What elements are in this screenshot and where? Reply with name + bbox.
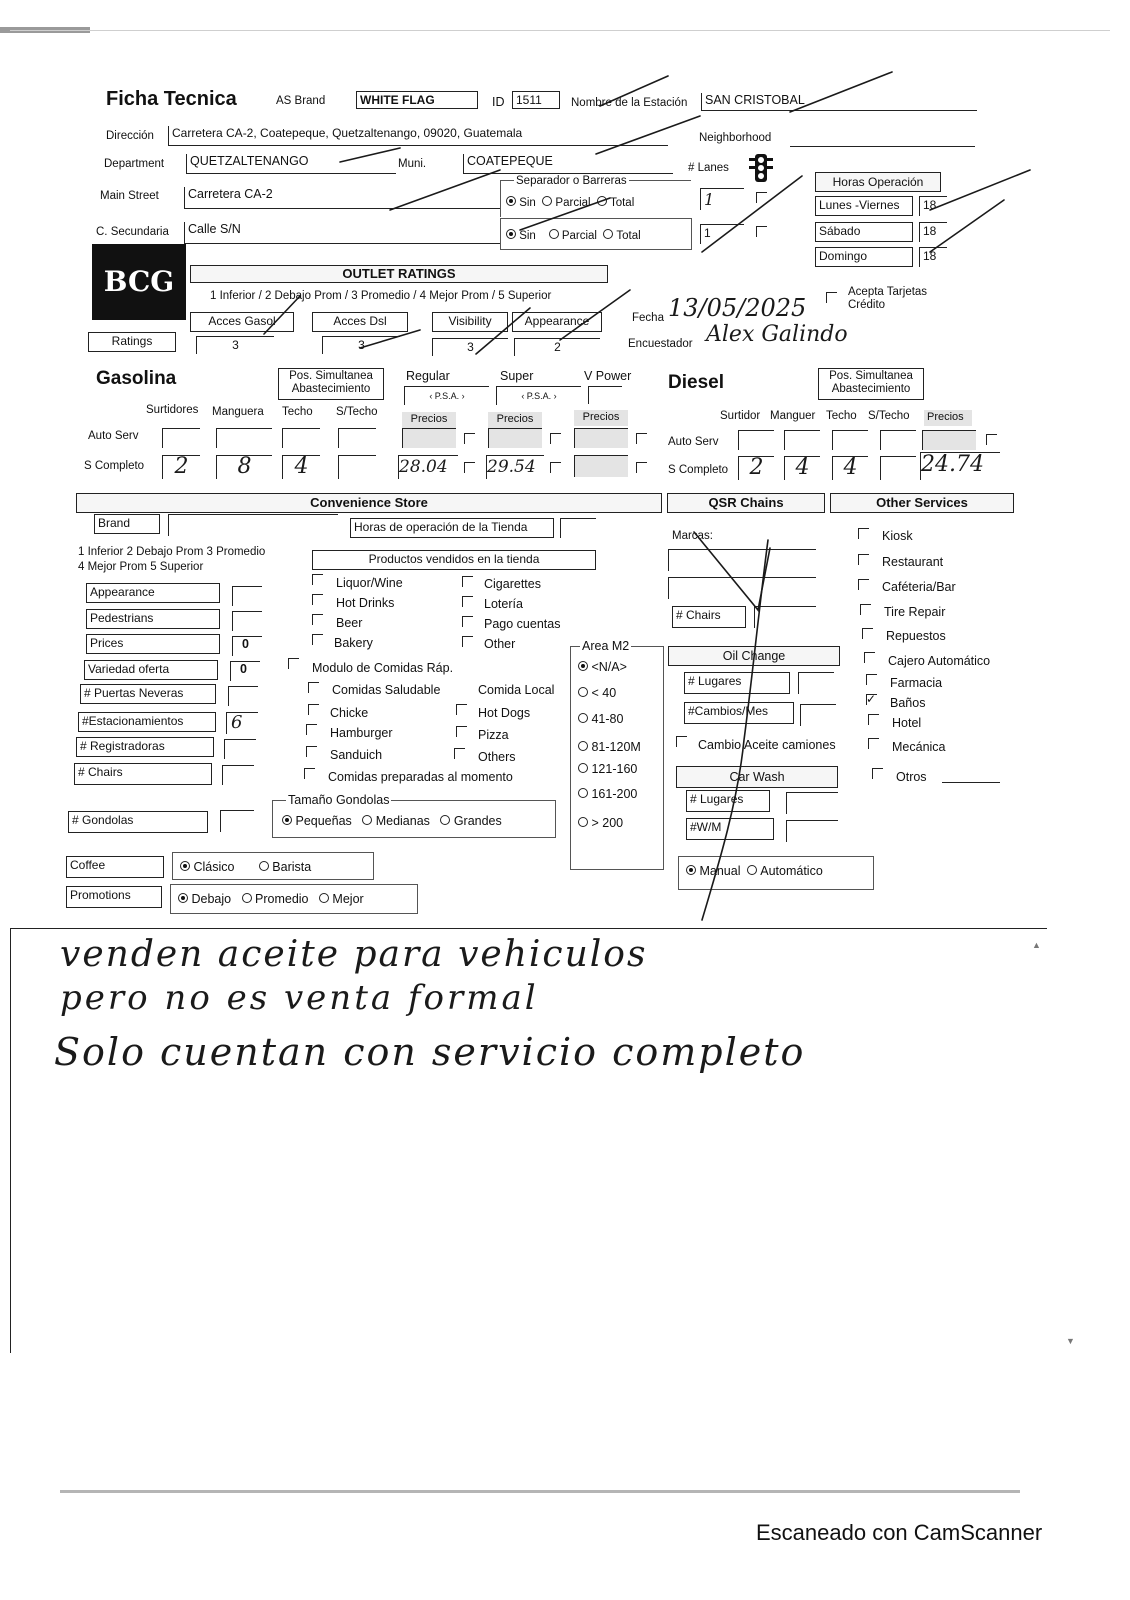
muni-label: Muni. — [398, 158, 427, 170]
cw-lugares-label: # Lugares — [686, 790, 770, 812]
product-cigarettes-label: Cigarettes — [484, 577, 541, 591]
dsl-col-techo: Techo — [826, 410, 857, 422]
dsl-sc-price[interactable]: 24.74 — [920, 452, 1000, 480]
marcas-label: Marcas: — [672, 530, 713, 542]
promo-options: Debajo Promedio Mejor — [178, 892, 364, 906]
diesel-title: Diesel — [668, 372, 724, 393]
cw-wm-label: #W/M — [686, 818, 774, 840]
tarjetas-label: Acepta Tarjetas Crédito — [848, 286, 928, 311]
coffee-options: Clásico Barista — [180, 860, 311, 874]
gas-sc-techo[interactable]: 4 — [282, 455, 320, 479]
product-hotdrinks-label: Hot Drinks — [336, 596, 395, 610]
vpower-label: V Power — [584, 369, 632, 383]
id-label: ID — [492, 95, 505, 109]
lunes-field[interactable]: 18 — [919, 196, 947, 216]
dsl-col-precios: Precios — [924, 410, 972, 426]
ratings-scale: 1 Inferior / 2 Debajo Prom / 3 Promedio / 4 Mejor Prom / 5 Superior — [210, 290, 552, 302]
rating-acces-dsl-value[interactable]: 3 — [322, 336, 400, 354]
as-brand-label: AS Brand — [276, 95, 326, 107]
tamano-options: Pequeñas Medianas Grandes — [282, 814, 502, 828]
notes-line-1: venden aceite para vehiculos — [60, 934, 648, 975]
svc-repuestos-label: Repuestos — [886, 629, 946, 643]
lanes-sec-field[interactable]: 1 — [700, 224, 744, 244]
productos-label: Productos vendidos en la tienda — [312, 550, 596, 570]
station-field[interactable]: SAN CRISTOBAL — [701, 93, 977, 111]
svc-banos-check-mark: ✓ — [866, 692, 877, 706]
attr-prices-value[interactable]: 0 — [232, 636, 262, 656]
svc-kiosk-label: Kiosk — [882, 529, 913, 543]
product-loteria-label: Lotería — [484, 597, 523, 611]
oil-cambios-label: #Cambios/Mes — [684, 702, 794, 724]
tamano-label: Tamaño Gondolas — [288, 793, 390, 807]
main-street-label: Main Street — [100, 190, 159, 202]
super-label: Super — [500, 369, 534, 383]
lanes-main-field[interactable]: 1 — [700, 188, 744, 210]
address-field[interactable]: Carretera CA-2, Coatepeque, Quetzaltenango, 09020, Guatemala — [168, 126, 668, 146]
convenience-store-title: Convenience Store — [76, 493, 662, 513]
attr-puertas: # Puertas Neveras — [80, 684, 216, 704]
gas-sc-super-price[interactable]: 29.54 — [486, 455, 544, 479]
product-bakery-label: Bakery — [334, 636, 373, 650]
attr-registradoras: # Registradoras — [76, 737, 214, 757]
food-others-label: Others — [478, 750, 516, 764]
svc-mecanica-label: Mecánica — [892, 740, 946, 754]
attr-pedestrians: Pedestrians — [86, 609, 220, 629]
attr-variedad-value[interactable]: 0 — [230, 661, 260, 681]
ratings-row-label: Ratings — [88, 332, 176, 352]
camscanner-footer: Escaneado con CamScanner — [756, 1520, 1043, 1545]
dsl-sc-surtidor[interactable]: 2 — [738, 456, 774, 480]
area-label: Area M2 — [582, 639, 630, 653]
food-hotdogs-label: Hot Dogs — [478, 706, 531, 720]
dsl-s-completo-label: S Completo — [668, 464, 729, 476]
product-liquor-label: Liquor/Wine — [336, 576, 403, 590]
notes-scroll-up-icon: ▲ — [1032, 940, 1041, 950]
id-field[interactable]: 1511 — [512, 91, 560, 109]
gas-col-surtidores: Surtidores — [146, 404, 199, 416]
sep-sec-options: Sin Parcial Total — [506, 229, 641, 242]
saludable-label: Comidas Saludable — [332, 683, 441, 697]
area-opt-161-200: 161-200 — [578, 787, 637, 801]
c-secundaria-field[interactable]: Calle S/N — [184, 222, 500, 244]
rating-appearance-value[interactable]: 2 — [514, 338, 600, 356]
scan-bottom-edge — [60, 1490, 1020, 1493]
gasolina-pos-label: Pos. Simultanea Abastecimiento — [278, 368, 384, 400]
svc-cajero-label: Cajero Automático — [888, 654, 991, 668]
dsl-col-stecho: S/Techo — [868, 410, 910, 422]
coffee-label: Coffee — [66, 856, 164, 878]
gondolas-label: # Gondolas — [68, 811, 208, 833]
dsl-sc-techo[interactable]: 4 — [832, 456, 868, 480]
food-chicke-label: Chicke — [330, 706, 369, 720]
precios-regular-label: Precios — [402, 412, 456, 428]
neighborhood-label: Neighborhood — [699, 132, 772, 144]
gas-col-manguera: Manguera — [212, 406, 264, 418]
gas-s-completo-label: S Completo — [84, 460, 145, 472]
svc-hotel-label: Hotel — [892, 716, 922, 730]
cambio-aceite-label: Cambio Aceite camiones — [698, 738, 836, 752]
rating-col-visibility: Visibility — [432, 312, 508, 332]
notes-line-2: pero no es venta formal — [60, 978, 539, 1018]
dsl-auto-serv-label: Auto Serv — [668, 436, 719, 448]
svc-cafeteria-label: Caféteria/Bar — [882, 580, 956, 594]
promotions-label: Promotions — [66, 886, 162, 908]
oil-change-title: Oil Change — [668, 646, 840, 666]
notes-scroll-down-icon: ▼ — [1066, 1336, 1075, 1346]
fecha-value[interactable]: 13/05/2025 — [668, 294, 807, 322]
qsr-chairs-label: # Chairs — [672, 606, 746, 628]
area-opt-121-160: 121-160 — [578, 762, 637, 776]
precios-vpower-label: Precios — [574, 410, 628, 426]
preparadas-label: Comidas preparadas al momento — [328, 770, 513, 784]
food-sanduich-label: Sanduich — [330, 748, 383, 762]
separador-label: Separador o Barreras — [516, 175, 627, 187]
car-wash-title: Car Wash — [676, 766, 838, 788]
gas-col-stecho: S/Techo — [336, 406, 378, 418]
food-pizza-label: Pizza — [478, 728, 509, 742]
sabado-label: Sábado — [815, 222, 913, 242]
rating-visibility-value[interactable]: 3 — [432, 338, 508, 356]
hours-title: Horas Operación — [815, 172, 941, 192]
domingo-field[interactable]: 18 — [919, 247, 947, 267]
gas-col-techo: Techo — [282, 406, 313, 418]
address-label: Dirección — [106, 130, 154, 142]
area-opt-200: > 200 — [578, 816, 623, 830]
department-label: Department — [104, 158, 165, 170]
attr-estacionamientos: #Estacionamientos — [78, 712, 216, 732]
regular-label: Regular — [406, 369, 450, 383]
area-opt-41-80: 41-80 — [578, 712, 623, 726]
attr-prices: Prices — [86, 634, 220, 654]
area-opt-40: < 40 — [578, 686, 616, 700]
store-brand-label: Brand — [94, 514, 160, 534]
gas-auto-serv-label: Auto Serv — [88, 430, 139, 442]
oil-lugares-label: # Lugares — [684, 672, 790, 694]
lanes-label: # Lanes — [688, 162, 729, 174]
cw-mode-options: Manual Automático — [686, 864, 823, 878]
rating-acces-gasol-value[interactable]: 3 — [196, 336, 274, 354]
department-field[interactable]: QUETZALTENANGO — [186, 154, 396, 174]
svc-tire-label: Tire Repair — [884, 605, 946, 619]
precios-super-label: Precios — [488, 412, 542, 428]
store-scale-2: 4 Mejor Prom 5 Superior — [78, 561, 204, 573]
gas-sc-regular-price[interactable]: 28.04 — [398, 455, 458, 479]
svc-otros-label: Otros — [896, 770, 927, 784]
bcg-logo: BCG — [92, 244, 186, 320]
gasolina-title: Gasolina — [96, 368, 177, 389]
attr-estacionamientos-value[interactable]: 6 — [226, 712, 258, 734]
psa-super: ‹ P.S.A. › — [496, 386, 581, 405]
sabado-field[interactable]: 18 — [919, 222, 947, 242]
gas-sc-surtidores[interactable]: 2 — [162, 455, 200, 479]
as-brand-field[interactable]: WHITE FLAG — [356, 91, 478, 109]
qsr-chains-title: QSR Chains — [667, 493, 825, 513]
product-beer-label: Beer — [336, 616, 363, 630]
outlet-ratings-title: OUTLET RATINGS — [190, 265, 608, 283]
station-label: Nombre de la Estación — [571, 97, 688, 109]
rating-col-acces-gasol: Acces Gasol — [190, 312, 294, 332]
food-hamburger-label: Hamburger — [330, 726, 393, 740]
encuestador-value[interactable]: Alex Galindo — [706, 322, 848, 347]
area-opt-81-120: 81-120M — [578, 740, 641, 754]
gas-sc-manguera[interactable]: 8 — [216, 455, 272, 479]
sep-main-options: Sin Parcial Total — [506, 196, 634, 209]
dsl-col-surtidor: Surtidor — [720, 410, 761, 422]
area-opt-na: <N/A> — [578, 660, 627, 674]
dsl-sc-manguer[interactable]: 4 — [784, 456, 820, 480]
svc-banos-label: Baños — [890, 696, 926, 710]
attr-appearance: Appearance — [86, 583, 220, 603]
fecha-label: Fecha — [632, 312, 664, 324]
c-secundaria-label: C. Secundaria — [96, 226, 169, 238]
rating-col-acces-dsl: Acces Dsl — [312, 312, 408, 332]
product-pagocuentas-label: Pago cuentas — [484, 617, 561, 631]
svc-restaurant-label: Restaurant — [882, 555, 944, 569]
modulo-label: Modulo de Comidas Ráp. — [312, 661, 454, 675]
encuestador-label: Encuestador — [628, 338, 693, 350]
diesel-pos-label: Pos. Simultanea Abastecimiento — [818, 368, 924, 400]
product-other-label: Other — [484, 637, 516, 651]
store-scale-1: 1 Inferior 2 Debajo Prom 3 Promedio — [78, 546, 266, 558]
dsl-col-manguer: Manguer — [770, 410, 816, 422]
domingo-label: Domingo — [815, 247, 913, 267]
notes-line-3: Solo cuentan con servicio completo — [54, 1030, 806, 1074]
page-title: Ficha Tecnica — [106, 88, 237, 110]
attr-variedad: Variedad oferta — [84, 660, 218, 680]
main-street-field[interactable]: Carretera CA-2 — [184, 187, 500, 209]
muni-field[interactable]: COATEPEQUE — [463, 154, 673, 174]
store-horas-label: Horas de operación de la Tienda — [350, 518, 554, 538]
lunes-label: Lunes -Viernes — [815, 196, 913, 216]
other-services-title: Other Services — [830, 493, 1014, 513]
attr-chairs: # Chairs — [74, 763, 212, 785]
rating-col-appearance: Appearance — [512, 312, 602, 332]
comida-local-label: Comida Local — [478, 683, 555, 697]
svc-farmacia-label: Farmacia — [890, 676, 943, 690]
psa-regular: ‹ P.S.A. › — [404, 386, 489, 405]
